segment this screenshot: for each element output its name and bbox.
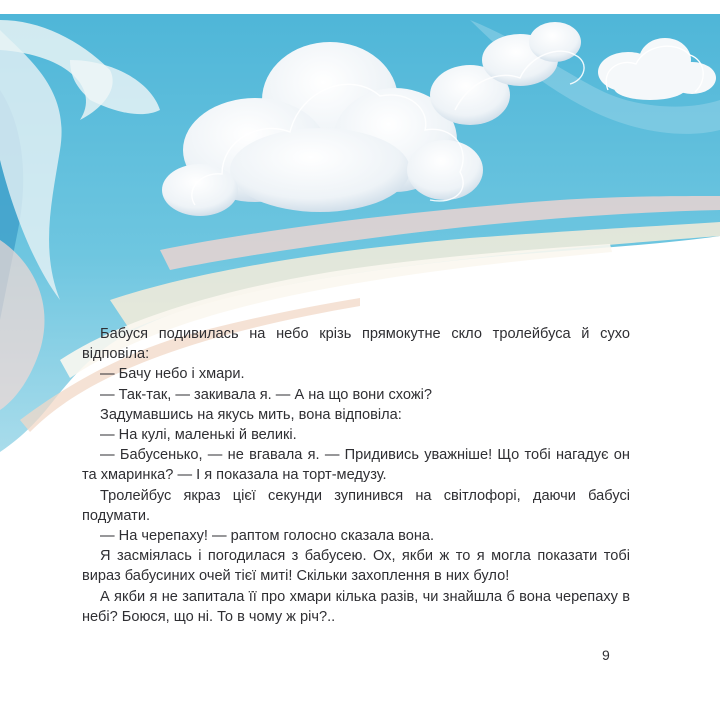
paragraph: Задумавшись на якусь мить, вона відповіла: <box>100 406 402 423</box>
paragraph: — На черепаху! — раптом голосно сказала вона. <box>100 528 435 545</box>
paragraph: Я засміялась і погодилася з бабусею. Ох, якби ж то я могла показати тобі вираз бабусиних очей тієї миті! Скільки захоплення в них було! <box>82 548 630 585</box>
paragraph: — Бачу небо і хмари. <box>100 366 245 383</box>
paragraph: Тролейбус якраз цієї секунди зупинився на світлофорі, даючи бабусі подумати. <box>82 487 630 524</box>
paragraph: А якби я не запитала її про хмари кілька разів, чи знайшла б вона черепаху в небі? Боюся, що ні. То в чому ж річ?.. <box>82 588 630 625</box>
paragraph: — Так-так, — закивала я. — А на що вони схожі? <box>100 386 432 403</box>
page-number: 9 <box>602 647 610 663</box>
paragraph: — На кулі, маленькі й великі. <box>100 427 297 444</box>
story-text <box>82 324 630 627</box>
paragraph: Бабуся подивилась на небо крізь прямокутне скло тролейбуса й сухо відповіла: <box>82 326 630 363</box>
paragraph: — Бабусенько, — не вгавала я. — Придивись уважніше! Що тобі нагадує он та хмаринка? — І я показала на торт-медузу. <box>82 447 630 484</box>
